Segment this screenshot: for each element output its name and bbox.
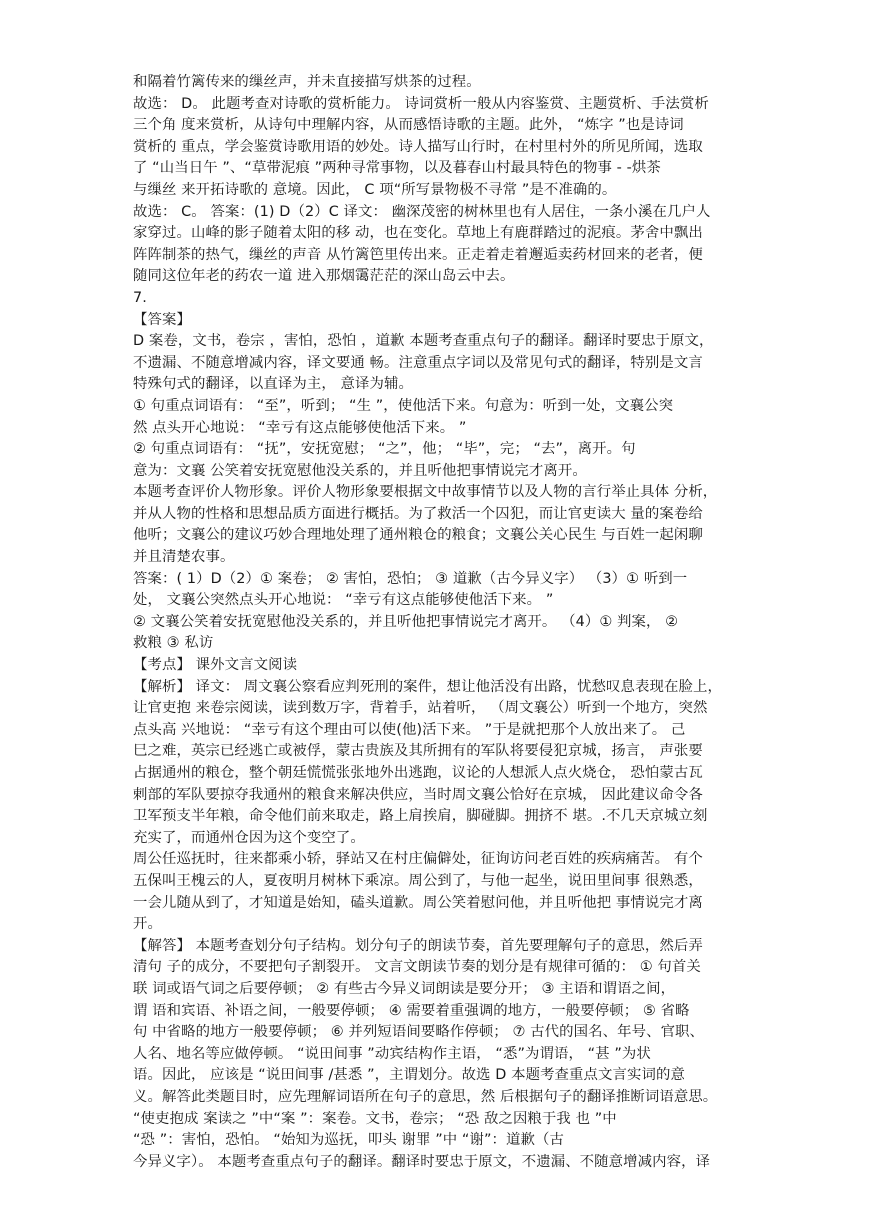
text-line: 谓 语和宾语、补语之间，一般要停顿； ④ 需要着重强调的地方，一般要停顿； ⑤ 省略 [133, 1002, 690, 1019]
text-line: 与缫丝 来开拓诗歌的 意境。因此， C 项“所写景物极不寻常 ”是不准确的。 [133, 181, 617, 198]
text-line: “使吏抱成 案读之 ”中“案 ”：案卷。文书，卷宗； “恐 敌之因粮于我 也 ”中 [133, 1110, 617, 1127]
text-line: 剌部的军队要掠夺我通州的粮食来解决供应，当时周文襄公恰好在京城， 因此建议命令各 [133, 786, 703, 803]
text-line: 五保叫王槐云的人，夏夜明月树林下乘凉。周公到了，与他一起坐，说田里间事 很熟悉， [133, 872, 703, 889]
text-line: 特殊句式的翻译，以直译为主， 意译为辅。 [133, 376, 413, 393]
section-heading-topic: 【考点】 课外文言文阅读 [133, 657, 298, 674]
text-line: 意为：文襄 公笑着安抚宽慰他没关系的，并且听他把事情说完才离开。 [133, 462, 587, 479]
text-line: 不遗漏、不随意增减内容，译文要通 畅。注意重点字词以及常见句式的翻译，特别是文言 [133, 354, 703, 371]
text-line: 答案：( 1）D（2）① 案卷； ② 害怕，恐怕； ③ 道歉（古今异义字） （3）① 听到一 [133, 570, 688, 587]
text-line: 本题考查评价人物形象。评价人物形象要根据文中故事情节以及人物的言行举止具体 分析， [133, 484, 718, 501]
document-body [133, 72, 745, 1173]
text-line: ② 文襄公笑着安抚宽慰他没关系的，并且听他把事情说完才离开。 （4）① 判案， ② [133, 613, 679, 630]
text-line: 语。因此， 应该是 “说田间事 /甚悉 ”，主谓划分。故选 D 本题考查重点文言实词的意 [133, 1067, 685, 1084]
text-line: 和隔着竹篱传来的缫丝声，并未直接描写烘茶的过程。 [133, 74, 481, 90]
text-line: 阵阵制茶的热气，缫丝的声音 从竹篱笆里传出来。正走着走着邂逅卖药材回来的老者，便 [133, 246, 703, 263]
text-line: 充实了，而通州仓因为这个变空了。 [133, 829, 365, 846]
section-heading-answer: 【答案】 [133, 311, 191, 328]
text-line: 开。 [133, 916, 162, 933]
text-line: 家穿过。山峰的影子随着太阳的移 动，也在变化。草地上有鹿群踏过的泥痕。茅舍中飘出 [133, 225, 703, 242]
text-line: 巳之难，英宗已经逃亡或被俘，蒙古贵族及其所拥有的军队将要侵犯京城，扬言， 声张要 [133, 743, 703, 760]
text-line: 人名、地名等应做停顿。 “说田间事 ”动宾结构作主语， “悉”为谓语， “甚 ”为状 [133, 1045, 651, 1062]
text-line: 联 词或语气词之后要停顿； ② 有些古今异义词朗读是要分开； ③ 主语和谓语之间， [133, 980, 676, 997]
text-line: 并且清楚农事。 [133, 549, 235, 566]
text-line: 卫军预支半年粮，命令他们前来取走，路上肩挨肩，脚碰脚。拥挤不 堪。.不几天京城立刻 [133, 808, 708, 825]
text-line: 今异义字）。 本题考查重点句子的翻译。翻译时要忠于原文，不遗漏、不随意增减内容，译 [133, 1153, 711, 1170]
text-line: 点头高 兴地说： “幸亏有这个理由可以使(他)活下来。 ”于是就把那个人放出来了。 己 [133, 721, 686, 738]
text-line: 句 中省略的地方一般要停顿； ⑥ 并列短语间要略作停顿； ⑦ 古代的国名、年号、官职、 [133, 1024, 705, 1041]
text-line: 然 点头开心地说： “幸亏有这点能够使他活下来。 ” [133, 419, 467, 436]
text-line: 义。解答此类题目时，应先理解词语所在句子的意思，然 后根据句子的翻译推断词语意思。 [133, 1088, 718, 1105]
text-line: 一会儿随从到了，才知道是始知，磕头道歉。周公笑着慰问他，并且听他把 事情说完才离 [133, 894, 703, 911]
text-line: 占据通州的粮仓，整个朝廷慌慌张张地外出逃跑，议论的人想派人点火烧仓， 恐怕蒙古瓦 [133, 765, 703, 781]
text-line: 故选： C。 答案：(1) D（2）C 译文： 幽深茂密的树林里也有人居住，一条小溪在几户人 [133, 203, 711, 220]
text-line: “恐 ”：害怕，恐怕。 “始知为巡抚，叩头 谢罪 ”中 “谢”：道歉（古 [133, 1132, 564, 1149]
text-line: 赏析的 重点，学会鉴赏诗歌用语的妙处。诗人描写山行时，在村里村外的所见所闻，选取 [133, 138, 703, 155]
question-number: 7. [133, 289, 147, 306]
text-line: ② 句重点词语有： “抚”，安抚宽慰； “之”，他； “毕”，完； “去”，离开。句 [133, 441, 636, 458]
text-line: 他听；文襄公的建议巧妙合理地处理了通州粮仓的粮食；文襄公关心民生 与百姓一起闲聊 [133, 527, 703, 544]
text-line: ① 句重点词语有： “至”，听到； “生 ”，使他活下来。句意为：听到一处，文襄公突 [133, 397, 674, 414]
text-line: 让官吏抱 来卷宗阅读，读到数万字，背着手，站着听， （周文襄公）听到一个地方，突然 [133, 700, 708, 717]
text-line: 随同这位年老的药农一道 进入那烟霭茫茫的深山岛云中去。 [133, 268, 515, 285]
text-line: 清句 子的成分，不要把句子割裂开。 文言文朗读节奏的划分是有规律可循的： ① 句首关 [133, 959, 701, 976]
section-heading-analysis: 【解析】 译文： 周文襄公察看应判死刑的案件，想让他活没有出路，忧愁叹息表现在脸上， [133, 678, 722, 695]
text-line: 故选： D。 此题考查对诗歌的赏析能力。 诗词赏析一般从内容鉴赏、主题赏析、手法赏析 [133, 95, 709, 112]
text-line: 处， 文襄公突然点头开心地说： “幸亏有这点能够使他活下来。 ” [133, 592, 554, 609]
text-line: D 案卷，文书，卷宗 ，害怕，恐怕 ，道歉 本题考查重点句子的翻译。翻译时要忠于原文， [133, 333, 714, 350]
section-heading-solution: 【解答】 本题考查划分句子结构。划分句子的朗读节奏，首先要理解句子的意思，然后弄 [133, 937, 703, 954]
text-line: 了 “山当日午 ”、“草带泥痕 ”两种寻常事物，以及暮春山村最具特色的物事 - -烘茶 [133, 160, 661, 177]
text-line: 周公任巡抚时，往来都乘小轿，驿站又在村庄偏僻处，征询访问老百姓的疾病痛苦。 有个 [133, 851, 703, 868]
text-line: 救粮 ③ 私访 [133, 635, 214, 652]
text-line: 并从人物的性格和思想品质方面进行概括。为了救活一个囚犯，而让官吏读大 量的案卷给 [133, 505, 703, 522]
text-line: 三个角 度来赏析，从诗句中理解内容，从而感悟诗歌的主题。此外， “炼字 ”也是诗词 [133, 117, 684, 134]
